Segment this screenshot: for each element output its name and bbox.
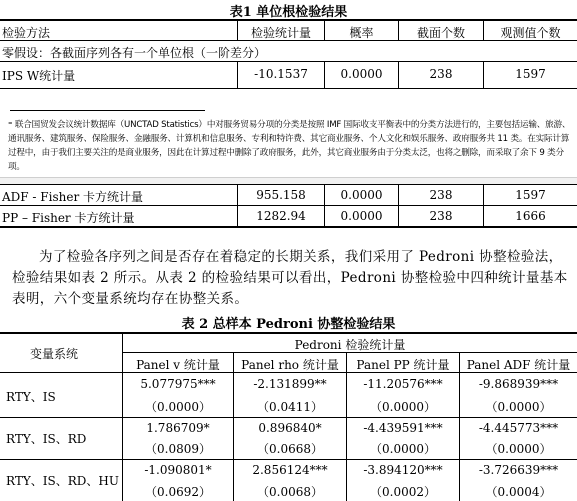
- table2-col-header: Panel v 统计量: [136, 358, 220, 372]
- table2-prob: （0.0000）: [145, 400, 211, 414]
- page-break-gap: [0, 177, 577, 184]
- table2-col-header: Panel rho 统计量: [241, 358, 339, 372]
- table2-system-label: RTY、IS: [6, 390, 56, 404]
- table1-null-hypothesis: 零假设：各截面序列各有一个单位根（一阶差分）: [2, 46, 267, 60]
- table1-cell: 238: [429, 209, 453, 223]
- table2-row-rule: [0, 417, 577, 418]
- table2-prob: （0.0002）: [370, 485, 436, 499]
- table2-title: 表 2 总样本 Pedroni 协整检验结果: [181, 317, 396, 332]
- table2-value: -2.131899**: [253, 377, 327, 391]
- table2-value: -1.090801*: [144, 463, 212, 477]
- table1-cell: 238: [429, 67, 453, 81]
- table1-row-rule: [0, 205, 577, 206]
- table1-cell: 0.0000: [340, 209, 383, 223]
- table2-value: -3.894120***: [363, 463, 443, 477]
- table1-cell: 0.0000: [340, 188, 383, 202]
- table2-prob: （0.0668）: [257, 442, 323, 456]
- table1-row-rule: [0, 88, 577, 89]
- table1-header-method: 检验方法: [2, 26, 51, 40]
- table1-cell: 1597: [515, 188, 546, 202]
- footnote-marker: ⁼: [8, 120, 13, 130]
- table1-header-observations: 观测值个数: [500, 26, 561, 40]
- table1-cell: IPS W统计量: [2, 69, 76, 83]
- table2-col-header: Panel PP 统计量: [356, 358, 450, 372]
- table2-prob: （0.0068）: [257, 485, 323, 499]
- footnote-text: 联合国贸发会议统计数据库（UNCTAD Statistics）中对服务贸易分项的分类是按照 IMF 国际收支平衡表中的分类方法进行的，主要包括运输、旅游、通讯服务、建筑服务、保险服务、金融服务、计算机和信息服务、专利和特许费、其它商业服务、个人文化和娱乐服务、政府服务共 11 类。在实际计算过程中，由于我们主要关注的是商业服务，因此在计算过程中删除了政府服务，此外，其它商业服务由于分类太泛，也将之删除，而采取了余下 9 类分项。: [8, 120, 571, 172]
- table1-cell: PP – Fisher 卡方统计量: [2, 211, 135, 225]
- table2-prob: （0.0000）: [370, 400, 436, 414]
- footnote: [8, 118, 574, 174]
- footnote-separator: [10, 110, 205, 111]
- table2-top-rule: [0, 332, 577, 334]
- table2-value: 1.786709*: [146, 421, 210, 435]
- table2-prob: （0.0809）: [145, 442, 211, 456]
- table2-value: 2.856124***: [252, 463, 328, 477]
- table1-cell: 1597: [515, 67, 546, 81]
- table2-col-header: Panel ADF 统计量: [466, 358, 571, 372]
- table2-prob: （0.0004）: [485, 485, 552, 499]
- table2-value: -3.726639***: [478, 463, 559, 477]
- table1-row-rule: [0, 184, 577, 185]
- table2-value: 0.896840*: [258, 421, 322, 435]
- table2-system-label: RTY、IS、RD、HU: [6, 474, 119, 488]
- table2-prob: （0.0000）: [485, 442, 552, 456]
- table2-value: -9.868939***: [478, 377, 559, 391]
- table1-row-rule: [0, 61, 577, 62]
- table2-group-header: Pedroni 检验统计量: [294, 338, 406, 352]
- table2-prob: （0.0000）: [485, 400, 552, 414]
- table2-prob: （0.0411）: [257, 400, 323, 414]
- table1-cell: 1666: [515, 209, 546, 223]
- table1-header-sections: 截面个数: [416, 26, 465, 40]
- table1-cell: 0.0000: [340, 67, 383, 81]
- table1-header-prob: 概率: [349, 26, 374, 40]
- table1-cell: 238: [429, 188, 453, 202]
- table1-cell: ADF - Fisher 卡方统计量: [2, 190, 144, 204]
- table1-top-rule: [0, 19, 577, 21]
- table2-prob: （0.0000）: [370, 442, 436, 456]
- table2-system-label: RTY、IS、RD: [6, 432, 87, 446]
- body-paragraph: 为了检验各序列之间是否存在着稳定的长期关系，我们采用了 Pedroni 协整检验法，检验结果如表 2 所示。从表 2 的检验结果可以看出，Pedroni 协整检验中四种统计量基本表明，六个变量系统均存在协整关系。: [12, 249, 568, 307]
- table1-title: 表1 单位根检验结果: [229, 5, 348, 20]
- table1-cell: -10.1537: [254, 67, 308, 81]
- table1-cell: 1282.94: [256, 209, 306, 223]
- table2-row-rule: [0, 459, 577, 460]
- table2-prob: （0.0692）: [145, 485, 211, 499]
- table2-value: -4.439591***: [363, 421, 443, 435]
- table2-value: -11.20576***: [363, 377, 443, 391]
- table1-header-stat: 检验统计量: [250, 26, 311, 40]
- table2-value: 5.077975***: [140, 377, 216, 391]
- table2-row-header: 变量系统: [30, 347, 79, 361]
- table1-bottom-rule: [0, 226, 577, 228]
- table1-cell: 955.158: [256, 188, 306, 202]
- table2-value: -4.445773***: [478, 421, 559, 435]
